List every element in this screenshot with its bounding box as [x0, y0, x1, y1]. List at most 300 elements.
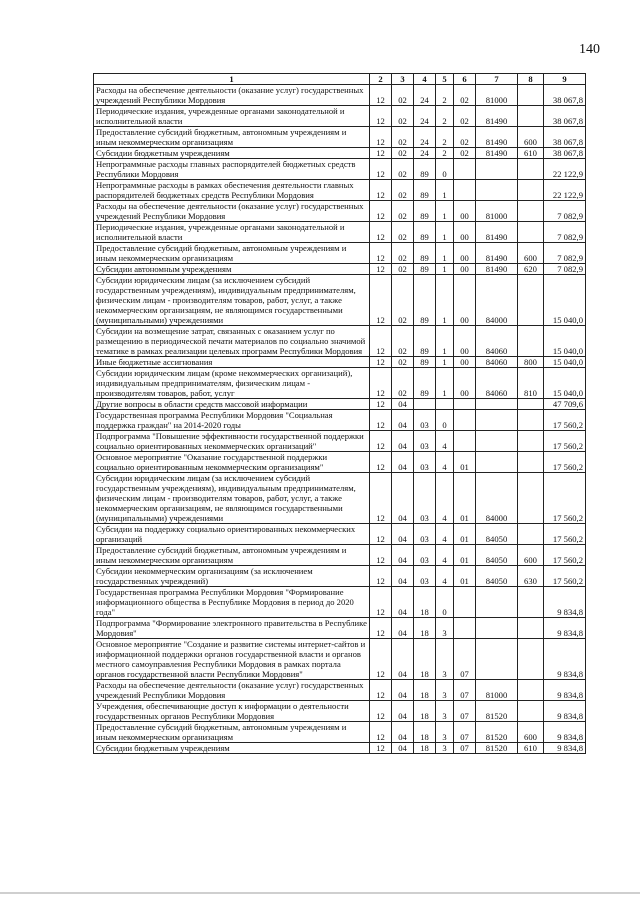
code-section: 12 — [370, 148, 392, 159]
table-row — [94, 357, 586, 368]
row-amount: 9 834,8 — [544, 587, 586, 618]
code-program: 03 — [414, 545, 436, 566]
code-subsection: 04 — [392, 566, 414, 587]
row-amount: 9 834,8 — [544, 743, 586, 754]
row-amount: 9 834,8 — [544, 639, 586, 680]
code-direction: 81490 — [476, 222, 518, 243]
code-direction: 81490 — [476, 243, 518, 264]
table-row — [94, 180, 586, 201]
code-direction: 84060 — [476, 357, 518, 368]
code-program: 89 — [414, 264, 436, 275]
table-row — [94, 106, 586, 127]
code-subsection: 02 — [392, 85, 414, 106]
table-body — [94, 85, 586, 754]
row-description: Субсидии на поддержку социально ориентированных некоммерческих организаций — [94, 524, 370, 545]
code-event — [454, 399, 476, 410]
code-expense-type — [518, 701, 544, 722]
code-expense-type — [518, 410, 544, 431]
code-direction: 81520 — [476, 743, 518, 754]
row-amount: 38 067,8 — [544, 127, 586, 148]
code-program: 89 — [414, 201, 436, 222]
code-section: 12 — [370, 275, 392, 326]
code-expense-type — [518, 326, 544, 357]
row-description: Субсидии бюджетным учреждениям — [94, 743, 370, 754]
code-expense-type — [518, 473, 544, 524]
code-expense-type — [518, 159, 544, 180]
row-description: Подпрограмма "Повышение эффективности государственной поддержки социально ориентированных некоммерческих организаций" — [94, 431, 370, 452]
code-subprogram: 3 — [436, 722, 454, 743]
row-amount: 15 040,0 — [544, 368, 586, 399]
code-direction: 84050 — [476, 566, 518, 587]
row-description: Предоставление субсидий бюджетным, автономным учреждениям и иным некоммерческим организациям — [94, 243, 370, 264]
code-direction: 81520 — [476, 701, 518, 722]
code-event: 01 — [454, 452, 476, 473]
code-event: 00 — [454, 357, 476, 368]
code-program: 18 — [414, 722, 436, 743]
row-amount: 7 082,9 — [544, 222, 586, 243]
code-subprogram: 1 — [436, 275, 454, 326]
code-expense-type — [518, 85, 544, 106]
table-row — [94, 264, 586, 275]
code-direction — [476, 431, 518, 452]
code-subsection: 02 — [392, 201, 414, 222]
code-expense-type: 620 — [518, 264, 544, 275]
code-subprogram: 4 — [436, 566, 454, 587]
code-direction: 81000 — [476, 85, 518, 106]
code-subprogram: 0 — [436, 410, 454, 431]
row-amount: 17 560,2 — [544, 545, 586, 566]
code-direction: 81490 — [476, 106, 518, 127]
code-event: 07 — [454, 680, 476, 701]
code-event: 00 — [454, 222, 476, 243]
code-expense-type: 610 — [518, 743, 544, 754]
code-section: 12 — [370, 545, 392, 566]
table-row — [94, 452, 586, 473]
code-subprogram: 0 — [436, 587, 454, 618]
table-header-row — [94, 74, 586, 85]
code-section: 12 — [370, 127, 392, 148]
code-subsection: 02 — [392, 357, 414, 368]
column-header: 4 — [414, 74, 436, 85]
budget-table — [93, 73, 586, 754]
code-section: 12 — [370, 639, 392, 680]
code-expense-type: 810 — [518, 368, 544, 399]
code-direction — [476, 618, 518, 639]
code-section: 12 — [370, 326, 392, 357]
code-subsection: 04 — [392, 587, 414, 618]
table-row — [94, 326, 586, 357]
row-description: Предоставление субсидий бюджетным, автономным учреждениям и иным некоммерческим организациям — [94, 722, 370, 743]
code-subprogram: 1 — [436, 201, 454, 222]
table-row — [94, 85, 586, 106]
code-direction: 81490 — [476, 264, 518, 275]
column-header: 2 — [370, 74, 392, 85]
code-section: 12 — [370, 431, 392, 452]
row-amount: 15 040,0 — [544, 275, 586, 326]
table-row — [94, 159, 586, 180]
code-subsection: 04 — [392, 431, 414, 452]
code-subprogram: 1 — [436, 357, 454, 368]
column-header: 3 — [392, 74, 414, 85]
code-section: 12 — [370, 264, 392, 275]
table-row — [94, 545, 586, 566]
code-program: 89 — [414, 275, 436, 326]
row-description: Расходы на обеспечение деятельности (оказание услуг) государственных учреждений Республики Мордовия — [94, 201, 370, 222]
code-subprogram: 1 — [436, 222, 454, 243]
table-row — [94, 524, 586, 545]
code-subsection: 02 — [392, 222, 414, 243]
code-expense-type: 600 — [518, 127, 544, 148]
table-row — [94, 431, 586, 452]
page-number: 140 — [579, 42, 600, 57]
code-section: 12 — [370, 357, 392, 368]
table-row — [94, 399, 586, 410]
row-amount: 9 834,8 — [544, 680, 586, 701]
table-row — [94, 680, 586, 701]
code-program: 03 — [414, 410, 436, 431]
code-expense-type — [518, 452, 544, 473]
code-program: 89 — [414, 159, 436, 180]
code-subprogram: 4 — [436, 545, 454, 566]
code-expense-type — [518, 431, 544, 452]
code-subprogram: 4 — [436, 452, 454, 473]
code-subsection: 02 — [392, 275, 414, 326]
code-expense-type — [518, 524, 544, 545]
code-expense-type: 600 — [518, 722, 544, 743]
code-section: 12 — [370, 701, 392, 722]
code-program: 03 — [414, 524, 436, 545]
code-section: 12 — [370, 566, 392, 587]
code-subprogram: 4 — [436, 431, 454, 452]
code-event: 02 — [454, 106, 476, 127]
code-subsection: 04 — [392, 639, 414, 680]
code-subsection: 02 — [392, 127, 414, 148]
column-header: 5 — [436, 74, 454, 85]
code-event: 00 — [454, 264, 476, 275]
code-section: 12 — [370, 618, 392, 639]
code-section: 12 — [370, 524, 392, 545]
row-amount: 22 122,9 — [544, 159, 586, 180]
row-amount: 17 560,2 — [544, 524, 586, 545]
table-row — [94, 148, 586, 159]
row-description: Предоставление субсидий бюджетным, автономным учреждениям и иным некоммерческим организациям — [94, 545, 370, 566]
code-event: 00 — [454, 243, 476, 264]
column-header: 8 — [518, 74, 544, 85]
code-program: 24 — [414, 127, 436, 148]
code-direction: 84000 — [476, 473, 518, 524]
row-description: Непрограммные расходы в рамках обеспечения деятельности главных распорядителей бюджетных средств Республики Мордовия — [94, 180, 370, 201]
code-expense-type: 600 — [518, 243, 544, 264]
code-subprogram — [436, 399, 454, 410]
code-subsection: 02 — [392, 243, 414, 264]
code-subsection: 04 — [392, 680, 414, 701]
code-program: 89 — [414, 357, 436, 368]
code-subprogram: 2 — [436, 106, 454, 127]
row-description: Государственная программа Республики Мордовия "Формирование информационного общества в Республике Мордовия в период до 2020 года" — [94, 587, 370, 618]
row-amount: 38 067,8 — [544, 106, 586, 127]
code-subprogram: 3 — [436, 701, 454, 722]
table-row — [94, 222, 586, 243]
code-program: 03 — [414, 452, 436, 473]
code-subprogram: 4 — [436, 524, 454, 545]
code-direction — [476, 639, 518, 680]
code-subprogram: 3 — [436, 618, 454, 639]
code-expense-type: 630 — [518, 566, 544, 587]
table-row — [94, 410, 586, 431]
row-amount: 7 082,9 — [544, 264, 586, 275]
column-header: 9 — [544, 74, 586, 85]
code-subsection: 02 — [392, 159, 414, 180]
table-row — [94, 368, 586, 399]
code-expense-type — [518, 201, 544, 222]
row-amount: 17 560,2 — [544, 452, 586, 473]
row-description: Иные бюджетные ассигнования — [94, 357, 370, 368]
code-expense-type — [518, 639, 544, 680]
code-program: 03 — [414, 473, 436, 524]
code-program: 03 — [414, 566, 436, 587]
code-event: 01 — [454, 545, 476, 566]
code-direction: 81490 — [476, 148, 518, 159]
code-subprogram: 1 — [436, 243, 454, 264]
column-header: 6 — [454, 74, 476, 85]
code-subsection: 04 — [392, 722, 414, 743]
code-subprogram: 1 — [436, 180, 454, 201]
code-direction — [476, 159, 518, 180]
code-expense-type — [518, 587, 544, 618]
row-amount: 17 560,2 — [544, 473, 586, 524]
code-subsection: 02 — [392, 264, 414, 275]
code-program: 03 — [414, 431, 436, 452]
row-description: Субсидии юридическим лицам (за исключением субсидий государственным учреждениям), индивидуальным предпринимателям, физическим лицам - производителям товаров, работ, услуг, а также некоммерческим организациям, не являющимся государственными (муниципальными) учреждениями — [94, 275, 370, 326]
code-event — [454, 410, 476, 431]
code-subprogram: 2 — [436, 127, 454, 148]
code-section: 12 — [370, 222, 392, 243]
code-subprogram: 2 — [436, 85, 454, 106]
code-expense-type — [518, 180, 544, 201]
row-description: Подпрограмма "Формирование электронного правительства в Республике Мордовия" — [94, 618, 370, 639]
code-section: 12 — [370, 587, 392, 618]
column-header: 7 — [476, 74, 518, 85]
code-event: 02 — [454, 85, 476, 106]
code-event: 02 — [454, 127, 476, 148]
code-section: 12 — [370, 106, 392, 127]
code-direction: 84060 — [476, 368, 518, 399]
code-direction — [476, 399, 518, 410]
table-row — [94, 701, 586, 722]
code-direction — [476, 587, 518, 618]
code-program: 89 — [414, 368, 436, 399]
table-row — [94, 639, 586, 680]
row-description: Субсидии на возмещение затрат, связанных с оказанием услуг по размещению в периодической печати материалов по социально значимой тематике в рамках реализации целевых программ Республики Мордовия — [94, 326, 370, 357]
code-expense-type — [518, 275, 544, 326]
table-row — [94, 201, 586, 222]
code-event — [454, 431, 476, 452]
row-description: Субсидии юридическим лицам (кроме некоммерческих организаций), индивидуальным предпринимателям, физическим лицам - производителям товаров, работ, услуг — [94, 368, 370, 399]
row-description: Непрограммные расходы главных распорядителей бюджетных средств Республики Мордовия — [94, 159, 370, 180]
code-section: 12 — [370, 452, 392, 473]
code-section: 12 — [370, 180, 392, 201]
row-amount: 17 560,2 — [544, 566, 586, 587]
row-description: Расходы на обеспечение деятельности (оказание услуг) государственных учреждений Республики Мордовия — [94, 85, 370, 106]
code-direction: 81000 — [476, 201, 518, 222]
code-event: 00 — [454, 201, 476, 222]
code-section: 12 — [370, 680, 392, 701]
code-subprogram: 1 — [436, 264, 454, 275]
table-row — [94, 587, 586, 618]
code-event: 01 — [454, 473, 476, 524]
code-event: 00 — [454, 275, 476, 326]
row-description: Расходы на обеспечение деятельности (оказание услуг) государственных учреждений Республики Мордовия — [94, 680, 370, 701]
code-direction: 81520 — [476, 722, 518, 743]
code-subsection: 02 — [392, 368, 414, 399]
row-description: Субсидии автономным учреждениям — [94, 264, 370, 275]
code-program: 89 — [414, 243, 436, 264]
code-subsection: 02 — [392, 180, 414, 201]
code-direction: 84050 — [476, 545, 518, 566]
code-program: 18 — [414, 743, 436, 754]
row-description: Учреждения, обеспечивающие доступ к информации о деятельности государственных органов Республики Мордовия — [94, 701, 370, 722]
code-event: 07 — [454, 743, 476, 754]
table-row — [94, 473, 586, 524]
row-description: Субсидии юридическим лицам (за исключением субсидий государственным учреждениям), индивидуальным предпринимателям, физическим лицам - производителям товаров, работ, услуг, а также некоммерческим организациям, не являющимся государственными (муниципальными) учреждениями — [94, 473, 370, 524]
code-subprogram: 4 — [436, 473, 454, 524]
code-program: 24 — [414, 85, 436, 106]
code-program: 18 — [414, 587, 436, 618]
table-row — [94, 722, 586, 743]
code-subsection: 04 — [392, 743, 414, 754]
row-amount: 38 067,8 — [544, 85, 586, 106]
code-direction: 84060 — [476, 326, 518, 357]
row-amount: 17 560,2 — [544, 410, 586, 431]
code-direction: 84000 — [476, 275, 518, 326]
table-row — [94, 566, 586, 587]
row-amount: 9 834,8 — [544, 618, 586, 639]
code-program — [414, 399, 436, 410]
row-description: Субсидии некоммерческим организациям (за исключением государственных учреждений) — [94, 566, 370, 587]
code-event: 07 — [454, 639, 476, 680]
code-subprogram: 0 — [436, 159, 454, 180]
code-expense-type — [518, 680, 544, 701]
row-amount: 22 122,9 — [544, 180, 586, 201]
table-row — [94, 275, 586, 326]
code-section: 12 — [370, 473, 392, 524]
code-subprogram: 1 — [436, 368, 454, 399]
scan-edge-line — [0, 892, 640, 894]
row-amount: 15 040,0 — [544, 326, 586, 357]
code-event: 00 — [454, 368, 476, 399]
row-amount: 47 709,6 — [544, 399, 586, 410]
table-row — [94, 743, 586, 754]
row-description: Другие вопросы в области средств массовой информации — [94, 399, 370, 410]
code-expense-type — [518, 618, 544, 639]
row-amount: 7 082,9 — [544, 201, 586, 222]
table-row — [94, 127, 586, 148]
code-subsection: 04 — [392, 618, 414, 639]
code-event: 01 — [454, 566, 476, 587]
code-subsection: 02 — [392, 326, 414, 357]
row-description: Основное мероприятие "Оказание государственной поддержки социально ориентированным некоммерческим организациям" — [94, 452, 370, 473]
row-description: Основное мероприятие "Создание и развитие системы интернет-сайтов и информационной поддержки органов государственной власти и органов местного самоуправления Республики Мордовия в рамках портала органов государственной власти Республики Мордовия" — [94, 639, 370, 680]
code-subsection: 04 — [392, 410, 414, 431]
code-program: 89 — [414, 326, 436, 357]
code-program: 18 — [414, 680, 436, 701]
row-description: Субсидии бюджетным учреждениям — [94, 148, 370, 159]
code-section: 12 — [370, 243, 392, 264]
code-section: 12 — [370, 410, 392, 431]
code-direction — [476, 180, 518, 201]
code-expense-type: 800 — [518, 357, 544, 368]
code-subsection: 04 — [392, 452, 414, 473]
code-subsection: 04 — [392, 701, 414, 722]
column-header: 1 — [94, 74, 370, 85]
code-section: 12 — [370, 722, 392, 743]
row-description: Государственная программа Республики Мордовия "Социальная поддержка граждан" на 2014-2020 годы — [94, 410, 370, 431]
row-description: Периодические издания, учрежденные органами законодательной и исполнительной власти — [94, 106, 370, 127]
code-subsection: 04 — [392, 545, 414, 566]
code-expense-type — [518, 222, 544, 243]
code-subsection: 02 — [392, 106, 414, 127]
code-program: 18 — [414, 639, 436, 680]
code-subprogram: 2 — [436, 148, 454, 159]
code-section: 12 — [370, 201, 392, 222]
row-description: Предоставление субсидий бюджетным, автономным учреждениям и иным некоммерческим организациям — [94, 127, 370, 148]
code-subprogram: 1 — [436, 326, 454, 357]
code-program: 24 — [414, 148, 436, 159]
code-program: 24 — [414, 106, 436, 127]
code-direction: 81000 — [476, 680, 518, 701]
code-subprogram: 3 — [436, 680, 454, 701]
code-event: 07 — [454, 722, 476, 743]
code-event — [454, 587, 476, 618]
code-section: 12 — [370, 368, 392, 399]
code-event — [454, 180, 476, 201]
code-section: 12 — [370, 159, 392, 180]
code-expense-type — [518, 106, 544, 127]
row-amount: 9 834,8 — [544, 722, 586, 743]
code-subsection: 04 — [392, 399, 414, 410]
code-direction — [476, 452, 518, 473]
row-amount: 17 560,2 — [544, 431, 586, 452]
code-direction — [476, 410, 518, 431]
code-event: 02 — [454, 148, 476, 159]
code-expense-type: 600 — [518, 545, 544, 566]
code-event: 01 — [454, 524, 476, 545]
code-expense-type — [518, 399, 544, 410]
row-amount: 9 834,8 — [544, 701, 586, 722]
code-subsection: 04 — [392, 524, 414, 545]
code-subprogram: 3 — [436, 743, 454, 754]
code-program: 89 — [414, 180, 436, 201]
code-section: 12 — [370, 743, 392, 754]
row-amount: 15 040,0 — [544, 357, 586, 368]
code-event: 00 — [454, 326, 476, 357]
row-amount: 7 082,9 — [544, 243, 586, 264]
code-expense-type: 610 — [518, 148, 544, 159]
code-program: 18 — [414, 618, 436, 639]
code-direction: 84050 — [476, 524, 518, 545]
code-event — [454, 159, 476, 180]
code-section: 12 — [370, 399, 392, 410]
code-subprogram: 3 — [436, 639, 454, 680]
code-direction: 81490 — [476, 127, 518, 148]
row-description: Периодические издания, учрежденные органами законодательной и исполнительной власти — [94, 222, 370, 243]
code-subsection: 02 — [392, 148, 414, 159]
code-subsection: 04 — [392, 473, 414, 524]
code-program: 89 — [414, 222, 436, 243]
table-row — [94, 618, 586, 639]
code-event: 07 — [454, 701, 476, 722]
code-section: 12 — [370, 85, 392, 106]
